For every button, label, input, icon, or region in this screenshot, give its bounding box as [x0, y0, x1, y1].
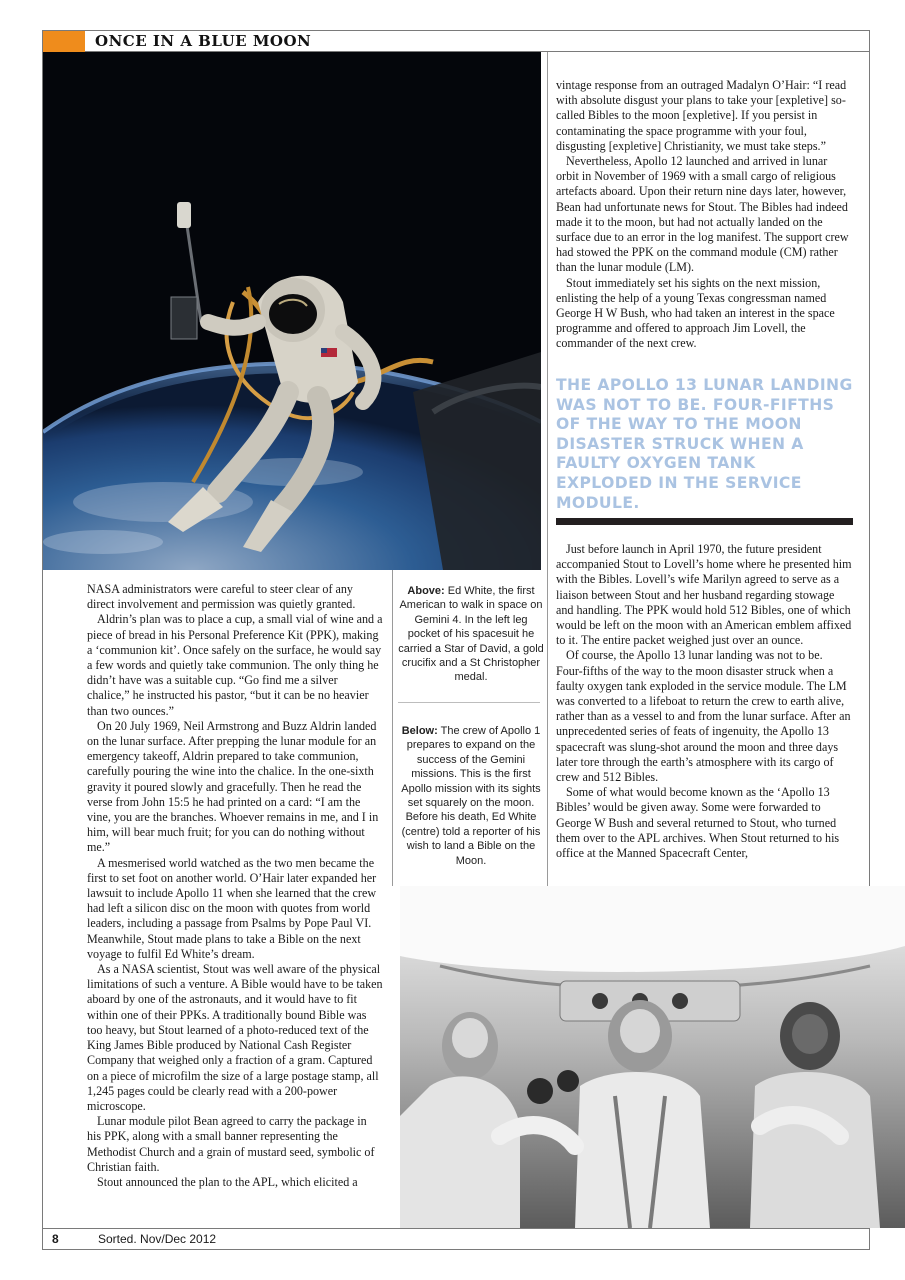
paragraph: Just before launch in April 1970, the future president accompanied Stout to Lovell’s home where he presented him with the Bibles. Lovell’s wife Marilyn agreed to serve as a liaison between Stout and her husband regarding stowage and handling. The PPK would hold 512 Bibles, one of which would be left on the moon with an American emblem affixed to it. The entire packet weighed just over an ounce. [556, 542, 852, 648]
spacewalk-illustration [43, 52, 541, 570]
caption-divider-left [392, 570, 393, 886]
pull-quote: THE APOLLO 13 LUNAR LANDING WAS NOT TO BE. FOUR-FIFTHS OF THE WAY TO THE MOON DISASTER STRUCK WHEN A FAULTY OXYGEN TANK EXPLODED IN THE SERVICE MODULE. [556, 376, 853, 512]
footer-rule [42, 1228, 870, 1229]
paragraph: As a NASA scientist, Stout was well aware of the physical limitations of such a venture. A Bible would have to be taken aboard by one of the astronauts, and it would have to fit within one of their PPKs. A traditionally bound Bible was too heavy, but Stout learned of a photo-reduced text of the King James Bible produced by National Cash Register Company that weighed only a fraction of a gram. Captured on a piece of microfilm the size of a large postage stamp, all 1,245 pages could be clearly read with a 200-power microscope. [87, 962, 383, 1113]
caption-above [398, 584, 544, 685]
paragraph: vintage response from an outraged Madalyn O’Hair: “I read with absolute disgust your plans to take your [expletive] so-called Bibles to the moon [expletive]. If you persist in contaminating the space programme with your foul, disgusting [expletive] Christianity, we must take steps.” [556, 78, 847, 153]
caption-text: Ed White, the first American to walk in space on Gemini 4. In the left leg pocket of his spacesuit he carried a Star of David, a gold crucifix and a St Christopher medal. [398, 585, 544, 684]
caption-separator [398, 702, 540, 703]
paragraph: Of course, the Apollo 13 lunar landing was not to be. Four-fifths of the way to the moon disaster struck when a faulty oxygen tank exploded in the service module. The LM was converted to a lifeboat to return the crew to earth alive, rather than as a vessel to and from the lunar surface. After an unprecedented series of feats of ingenuity, the Apollo 13 spacecraft was slung-shot around the moon and three days later tore through the earth’s atmosphere with its cargo of crew and 512 Bibles. [556, 648, 851, 785]
paragraph: Some of what would become known as the ‘Apollo 13 Bibles’ would be given away. Some were forwarded to George W Bush and several returned to Stout, who turned them over to the APL archives. When Stout returned to his office at the Manned Spacecraft Center, [556, 785, 840, 861]
right-column-top-text [556, 78, 852, 352]
caption-label: Below: [401, 725, 438, 737]
paragraph: On 20 July 1969, Neil Armstrong and Buzz Aldrin landed on the lunar surface. After prepping the lunar module for an emergency takeoff, Aldrin prepared to take communion, carefully pouring the wine into the chalice. In the one-sixth gravity it poured slowly and gracefully. Then he read the verse from John 15:5 he had printed on a card: “I am the vine, you are the branches. Whoever remains in me, and I in him, will bear much fruit; for you can do nothing without me.” [87, 718, 379, 855]
header-accent-block [43, 31, 85, 52]
crew-illustration [400, 886, 905, 1228]
crew-photo [400, 886, 905, 1228]
left-column-text [87, 582, 383, 1190]
caption-label: Above: [407, 585, 445, 597]
caption-divider-right [547, 570, 548, 886]
paragraph: Nevertheless, Apollo 12 launched and arrived in lunar orbit in November of 1969 with a small cargo of religious artefacts aboard. Upon their return nine days later, however, Bean had unfortunate news for Stout. The Bibles had indeed made it to the moon, but had not actually landed on the surface due to an error in the log manifest. The support crew had stowed the PPK on the command module (CM) rather than the lunar module (LM). [556, 154, 849, 275]
paragraph: NASA administrators were careful to steer clear of any direct involvement and permission was quietly granted. [87, 582, 356, 612]
paragraph: Stout announced the plan to the APL, which elicited a [97, 1174, 358, 1189]
page-number: 8 [52, 1232, 59, 1246]
pull-quote-rule [556, 518, 853, 525]
caption-below [398, 724, 544, 868]
publication-name: Sorted. Nov/Dec 2012 [98, 1232, 217, 1246]
caption-text: The crew of Apollo 1 prepares to expand on the success of the Gemini missions. This is the first Apollo mission with its sights set squarely on the moon. Before his death, Ed White (centre) told a reporter of his wish to land a Bible on the Moon. [401, 725, 541, 867]
right-column-mid-text [556, 542, 852, 861]
section-title: ONCE IN A BLUE MOON [95, 32, 312, 50]
paragraph: Lunar module pilot Bean agreed to carry the package in his PPK, along with a small banner representing the Methodist Church and a grain of mustard seed, symbolic of Christian faith. [87, 1114, 375, 1174]
spacewalk-photo [43, 52, 541, 570]
paragraph: Stout immediately set his sights on the next mission, enlisting the help of a young Texas congressman named George H W Bush, who had taken an interest in the space programme and offered to approach Jim Lovell, the commander of the next crew. [556, 275, 835, 351]
paragraph: A mesmerised world watched as the two men became the first to set foot on another world. O’Hair later expanded her lawsuit to include Apollo 11 when she learned that the crew had left a silicon disc on the moon with quotes from world leaders, including a passage from Psalms by Pope Paul VI. Meanwhile, Stout made plans to take a Bible on the next voyage to fulfil Ed White’s dream. [87, 855, 377, 961]
paragraph: Aldrin’s plan was to place a cup, a small vial of wine and a piece of bread in his Personal Preference Kit (PPK), making a ‘communion kit’. Once safely on the surface, he would say a few words and quietly take communion. The only thing he didn’t have was a suitable cup. “Go find me a silver chalice,” he instructed his pastor, “but it can be no heavier than two ounces.” [87, 612, 383, 718]
